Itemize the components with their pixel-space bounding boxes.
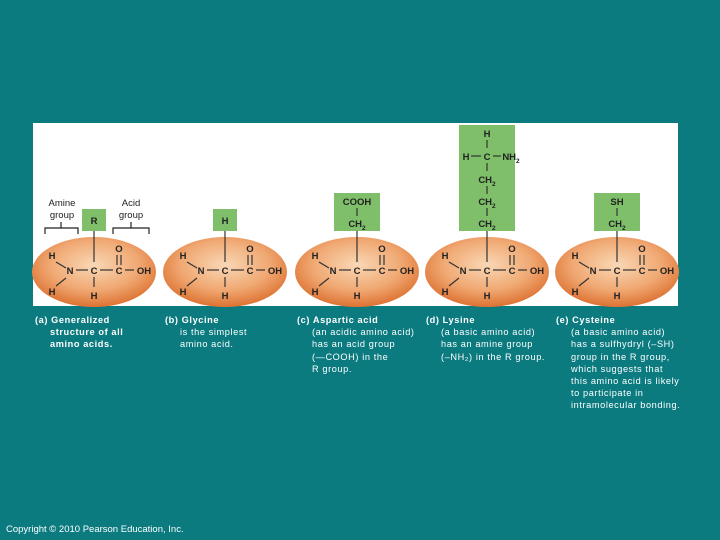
hydroxyl-group: OH	[399, 266, 415, 277]
amine-h-bottom: H	[48, 287, 56, 298]
hydroxyl-group: OH	[267, 266, 283, 277]
molecule-generalized	[32, 209, 156, 307]
r-atom-ch2: $CH_2$	[478, 197, 496, 210]
carboxyl-carbon: C	[378, 266, 386, 277]
alpha-hydrogen: H	[353, 291, 361, 302]
caption-line: (a basic amino acid)	[571, 327, 666, 338]
caption-line: has an acid group	[312, 339, 396, 350]
amine-h-bottom: H	[571, 287, 579, 298]
alpha-carbon: C	[353, 266, 361, 277]
amine-h-bottom: H	[179, 287, 187, 298]
caption-title: (a) Generalized	[35, 315, 110, 325]
alpha-hydrogen: H	[613, 291, 621, 302]
carbonyl-oxygen: O	[246, 244, 254, 255]
caption-line: (a basic amino acid)	[441, 327, 536, 338]
r-group-top: SH	[610, 197, 624, 208]
amine-h-top: H	[311, 251, 319, 262]
amine-h-top: H	[179, 251, 187, 262]
caption-line: has a sulfhydryl (–SH)	[571, 339, 675, 350]
r-atom-c: C	[483, 152, 491, 163]
r-group-label: H	[221, 216, 229, 227]
caption-line: this amino acid is likely	[571, 376, 680, 387]
caption-aspartic-acid	[297, 314, 415, 375]
carboxyl-carbon: C	[246, 266, 254, 277]
alpha-carbon: C	[613, 266, 621, 277]
caption-lysine	[426, 314, 545, 363]
r-atom-ch2: $CH_2$	[478, 219, 496, 232]
r-group-top: COOH	[342, 197, 372, 208]
nitrogen-atom: N	[66, 266, 74, 277]
molecule-cysteine	[555, 193, 679, 307]
caption-line: (–NH₂) in the R group.	[441, 351, 546, 362]
alpha-hydrogen: H	[90, 291, 98, 302]
r-group-ch2: $CH_2$	[348, 219, 366, 232]
amine-h-bottom: H	[311, 287, 319, 298]
amine-h-top: H	[571, 251, 579, 262]
caption-line: to participate in	[571, 388, 644, 399]
nitrogen-atom: N	[329, 266, 337, 277]
caption-line: amino acids.	[50, 339, 113, 350]
acid-label-line1: Acid	[121, 198, 141, 209]
acid-bracket	[113, 222, 149, 234]
r-atom-h: H	[462, 152, 470, 163]
caption-line: structure of all	[50, 327, 124, 338]
caption-glycine	[165, 314, 247, 351]
caption-line: (an acidic amino acid)	[312, 327, 415, 338]
amine-bracket	[45, 222, 78, 234]
nitrogen-atom: N	[459, 266, 467, 277]
molecule-glycine	[163, 209, 287, 307]
caption-title: (d) Lysine	[426, 315, 476, 325]
caption-line: intramolecular bonding.	[571, 400, 681, 411]
hydroxyl-group: OH	[659, 266, 675, 277]
acid-label-line2: group	[118, 210, 144, 221]
hydroxyl-group: OH	[136, 266, 152, 277]
carboxyl-carbon: C	[508, 266, 516, 277]
carbonyl-oxygen: O	[378, 244, 386, 255]
caption-generalized	[35, 314, 123, 351]
r-atom-ch2: $CH_2$	[478, 175, 496, 188]
alpha-hydrogen: H	[221, 291, 229, 302]
carboxyl-carbon: C	[638, 266, 646, 277]
caption-title: (e) Cysteine	[556, 315, 616, 325]
amine-h-top: H	[441, 251, 449, 262]
copyright-text: Copyright © 2010 Pearson Education, Inc.	[6, 524, 184, 535]
amine-label-line1: Amine	[48, 198, 76, 209]
alpha-carbon: C	[221, 266, 229, 277]
amine-h-bottom: H	[441, 287, 449, 298]
alpha-carbon: C	[483, 266, 491, 277]
molecule-aspartic-acid	[295, 193, 419, 307]
carbonyl-oxygen: O	[115, 244, 123, 255]
r-atom-nh2: $NH_2$	[502, 152, 520, 165]
alpha-hydrogen: H	[483, 291, 491, 302]
amine-label-line2: group	[49, 210, 75, 221]
caption-line: which suggests that	[571, 363, 664, 374]
alpha-carbon: C	[90, 266, 98, 277]
caption-cysteine	[556, 314, 680, 412]
carboxyl-carbon: C	[115, 266, 123, 277]
molecule-lysine	[425, 125, 549, 307]
carbonyl-oxygen: O	[508, 244, 516, 255]
caption-title: (b) Glycine	[165, 315, 220, 325]
amine-h-top: H	[48, 251, 56, 262]
r-atom-h: H	[483, 129, 491, 140]
carbonyl-oxygen: O	[638, 244, 646, 255]
caption-line: has an amine group	[441, 339, 534, 350]
caption-line: (—COOH) in the	[312, 351, 389, 362]
r-group-ch2: $CH_2$	[608, 219, 626, 232]
caption-line: R group.	[312, 363, 353, 374]
r-group-label: R	[90, 216, 98, 227]
hydroxyl-group: OH	[529, 266, 545, 277]
nitrogen-atom: N	[197, 266, 205, 277]
caption-line: is the simplest	[180, 327, 248, 338]
caption-line: amino acid.	[180, 339, 234, 350]
caption-title: (c) Aspartic acid	[297, 315, 379, 325]
caption-line: group in the R group,	[571, 351, 670, 362]
nitrogen-atom: N	[589, 266, 597, 277]
